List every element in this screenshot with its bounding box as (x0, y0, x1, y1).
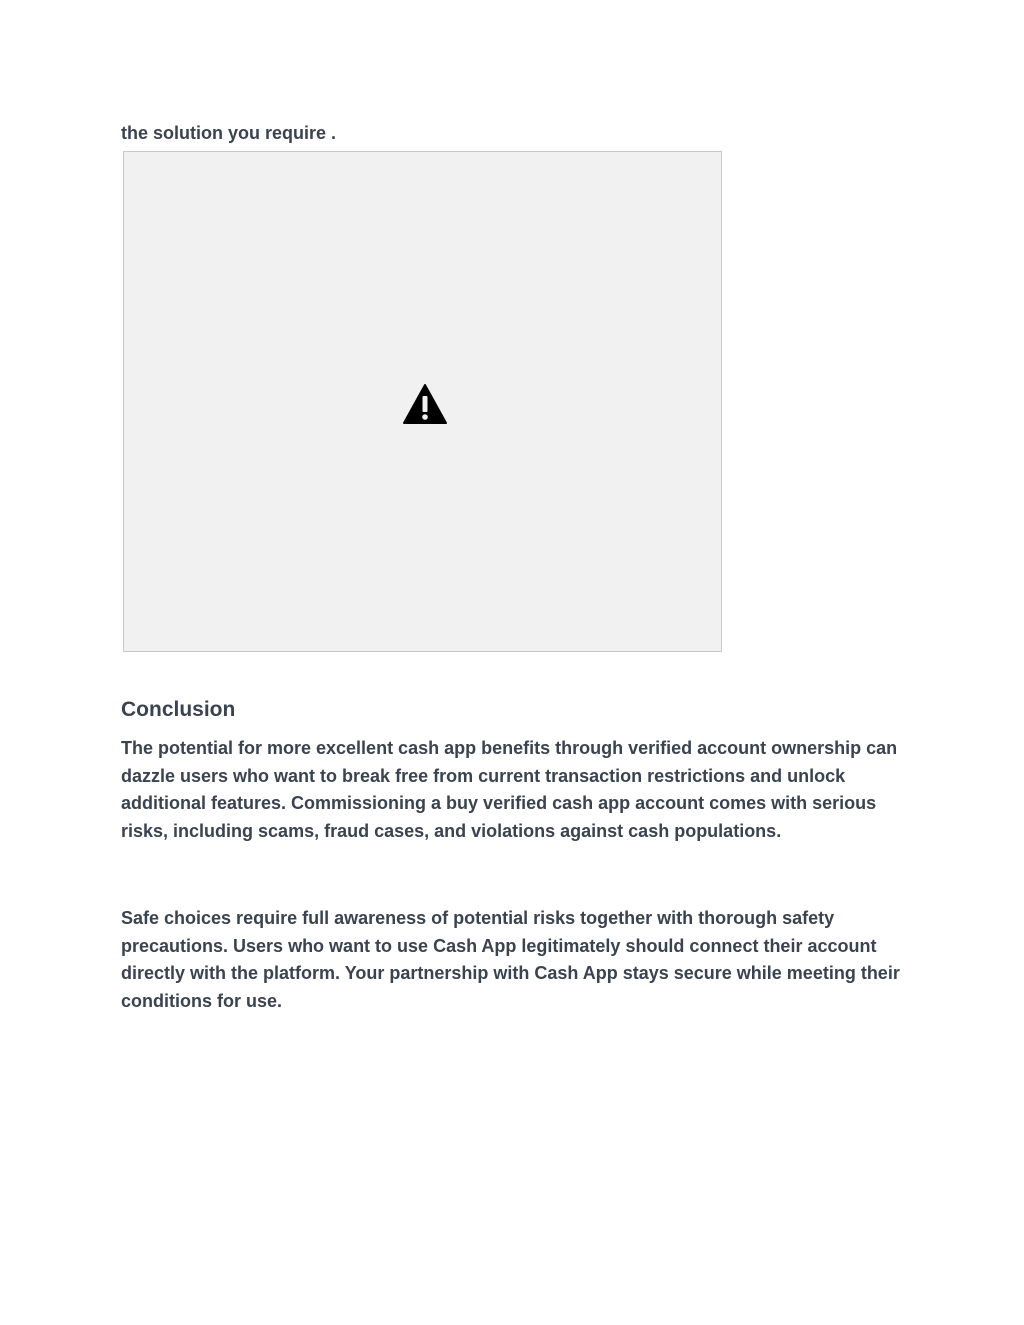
warning-triangle-icon (402, 383, 448, 425)
conclusion-paragraph-1: The potential for more excellent cash app benefits through verified account ownership can dazzle users who want to break free from current transaction restrictions and unlock additional features. Commissioning a buy verified cash app account comes with serious risks, including scams, fraud cases, and violations against cash populations. (121, 738, 898, 842)
conclusion-paragraph-2: Safe choices require full awareness of potential risks together with thorough safety precautions. Users who want to use Cash App legitimately should connect their account directly with the platform. Your partnership with Cash App stays secure while meeting their conditions for use. (121, 908, 900, 1012)
lead-text: the solution you require . (121, 123, 337, 143)
broken-image-placeholder (123, 151, 722, 652)
conclusion-heading: Conclusion (121, 698, 236, 721)
